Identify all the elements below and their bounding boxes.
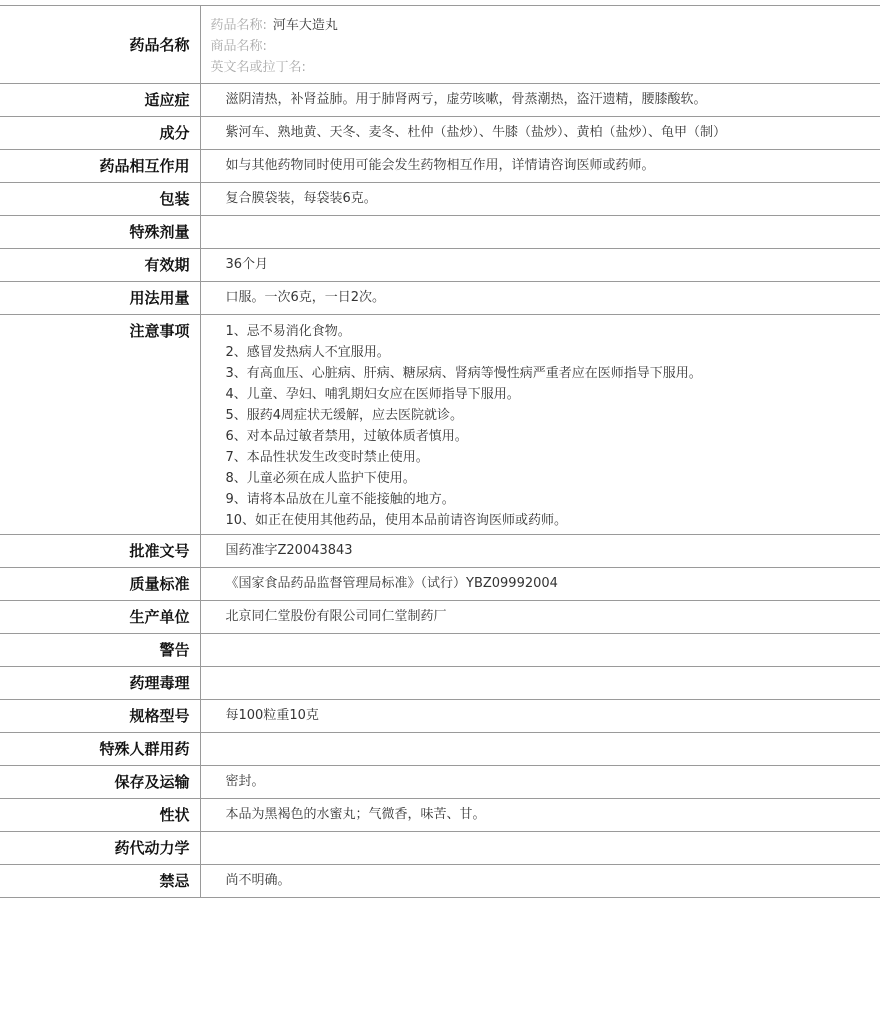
precaution-item: 4、儿童、孕妇、哺乳期妇女应在医师指导下服用。 [225, 387, 520, 402]
precaution-item: 5、服药4周症状无缓解，应去医院就诊。 [225, 408, 464, 423]
row-approval-number [0, 535, 880, 568]
row-contraindications [0, 865, 880, 898]
value-description: 本品为黑褐色的水蜜丸；气微香，味苦、甘。 [200, 799, 880, 832]
label-warning: 警告 [0, 634, 200, 667]
row-description [0, 799, 880, 832]
label-indications: 适应症 [0, 84, 200, 117]
value-specification: 每100粒重10克 [200, 700, 880, 733]
precaution-item: 1、忌不易消化食物。 [225, 324, 351, 339]
row-indications [0, 84, 880, 117]
value-warning [200, 634, 880, 667]
label-special-dosage: 特殊剂量 [0, 216, 200, 249]
value-special-population [200, 733, 880, 766]
row-pharmacokinetics [0, 832, 880, 865]
label-pharmacology: 药理毒理 [0, 667, 200, 700]
row-precautions [0, 315, 880, 535]
generic-name-value: 河车大造丸 [272, 18, 338, 33]
row-usage [0, 282, 880, 315]
label-specification: 规格型号 [0, 700, 200, 733]
label-special-population: 特殊人群用药 [0, 733, 200, 766]
label-pharmacokinetics: 药代动力学 [0, 832, 200, 865]
row-storage [0, 766, 880, 799]
row-specification [0, 700, 880, 733]
drug-spec-table [0, 5, 880, 898]
precaution-item: 3、有高血压、心脏病、肝病、糖尿病、肾病等慢性病严重者应在医师指导下服用。 [225, 366, 702, 381]
precaution-item: 8、儿童必须在成人监护下使用。 [225, 471, 416, 486]
row-warning [0, 634, 880, 667]
label-storage: 保存及运输 [0, 766, 200, 799]
value-drug-name [200, 6, 880, 84]
row-special-population [0, 733, 880, 766]
value-storage: 密封。 [200, 766, 880, 799]
generic-name-key: 药品名称: [210, 18, 267, 33]
label-interactions: 药品相互作用 [0, 150, 200, 183]
value-precautions [200, 315, 880, 535]
label-drug-name: 药品名称 [0, 6, 200, 84]
row-manufacturer [0, 601, 880, 634]
value-usage: 口服。一次6克，一日2次。 [200, 282, 880, 315]
value-indications: 滋阴清热，补肾益肺。用于肺肾两亏，虚劳咳嗽，骨蒸潮热，盗汗遗精，腰膝酸软。 [200, 84, 880, 117]
row-pharmacology [0, 667, 880, 700]
label-quality-standard: 质量标准 [0, 568, 200, 601]
row-ingredients [0, 117, 880, 150]
row-special-dosage [0, 216, 880, 249]
trade-name-key: 商品名称: [210, 39, 267, 54]
value-pharmacokinetics [200, 832, 880, 865]
value-pharmacology [200, 667, 880, 700]
value-interactions: 如与其他药物同时使用可能会发生药物相互作用，详情请咨询医师或药师。 [200, 150, 880, 183]
row-packaging [0, 183, 880, 216]
label-contraindications: 禁忌 [0, 865, 200, 898]
precaution-item: 9、请将本品放在儿童不能接触的地方。 [225, 492, 455, 507]
value-manufacturer: 北京同仁堂股份有限公司同仁堂制药厂 [200, 601, 880, 634]
precaution-item: 7、本品性状发生改变时禁止使用。 [225, 450, 429, 465]
label-shelf-life: 有效期 [0, 249, 200, 282]
value-approval-number: 国药准字Z20043843 [200, 535, 880, 568]
value-special-dosage [200, 216, 880, 249]
trade-name-line [211, 37, 880, 58]
row-quality-standard [0, 568, 880, 601]
label-usage: 用法用量 [0, 282, 200, 315]
label-ingredients: 成分 [0, 117, 200, 150]
precaution-item: 2、感冒发热病人不宜服用。 [225, 345, 390, 360]
english-name-key: 英文名或拉丁名: [210, 60, 306, 75]
precaution-item: 6、对本品过敏者禁用，过敏体质者慎用。 [225, 429, 468, 444]
label-packaging: 包装 [0, 183, 200, 216]
generic-name-line [211, 16, 880, 37]
precaution-item: 10、如正在使用其他药品，使用本品前请咨询医师或药师。 [225, 513, 568, 528]
row-drug-name [0, 6, 880, 84]
label-approval-number: 批准文号 [0, 535, 200, 568]
row-interactions [0, 150, 880, 183]
label-precautions: 注意事项 [0, 315, 200, 535]
label-description: 性状 [0, 799, 200, 832]
value-shelf-life: 36个月 [200, 249, 880, 282]
english-name-line [211, 58, 880, 79]
label-manufacturer: 生产单位 [0, 601, 200, 634]
row-shelf-life [0, 249, 880, 282]
value-packaging: 复合膜袋装，每袋装6克。 [200, 183, 880, 216]
value-contraindications: 尚不明确。 [200, 865, 880, 898]
value-quality-standard: 《国家食品药品监督管理局标准》（试行）YBZ09992004 [200, 568, 880, 601]
value-ingredients: 紫河车、熟地黄、天冬、麦冬、杜仲（盐炒）、牛膝（盐炒）、黄柏（盐炒）、龟甲（制） [200, 117, 880, 150]
